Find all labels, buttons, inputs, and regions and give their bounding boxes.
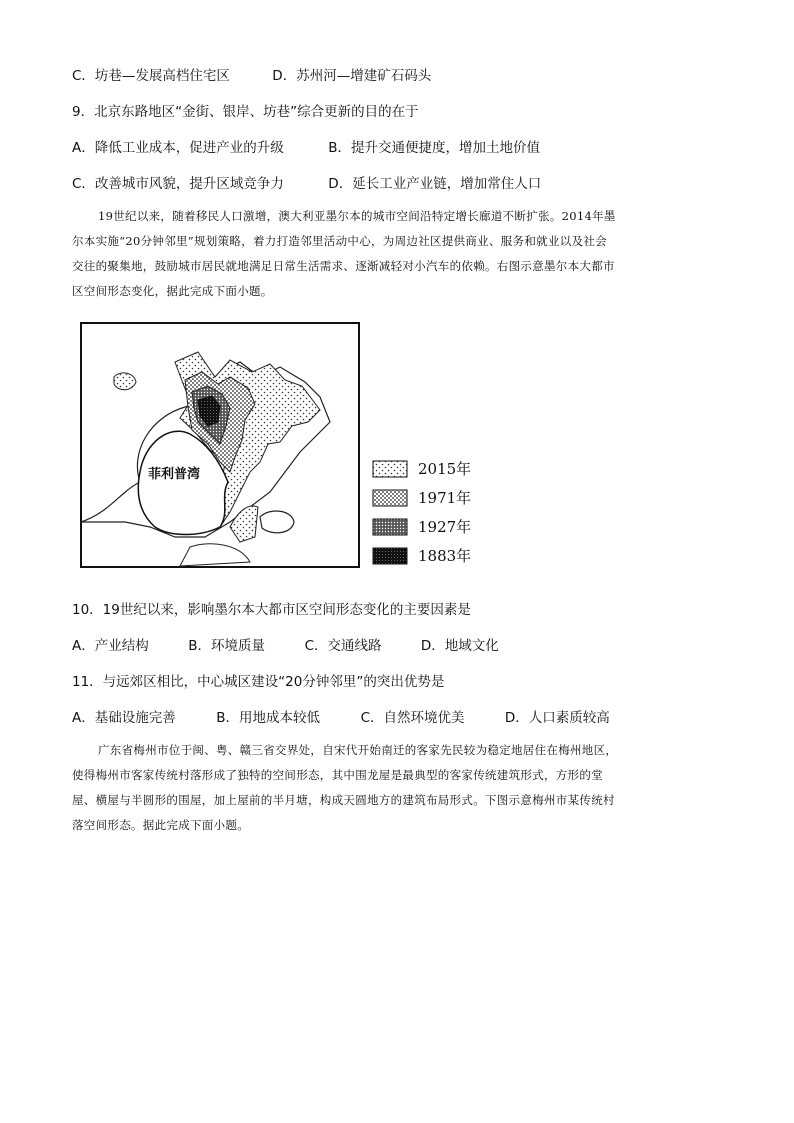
legend-label: 1927年 — [418, 518, 472, 536]
melbourne-map — [80, 322, 360, 568]
passage-line: 19世纪以来，随着移民人口激增，澳大利亚墨尔本的城市空间沿特定增长廊道不断扩张。2014年墨 — [98, 209, 616, 223]
q11-option-d: D．人口素质较高 — [504, 710, 610, 726]
legend-label: 1883年 — [418, 547, 472, 565]
q11-option-c: C．自然环境优美 — [360, 710, 465, 726]
bay-label: 菲利普湾 — [148, 467, 201, 482]
q8-option-c: C．坊巷—发展高档住宅区 — [72, 68, 230, 84]
island — [260, 511, 294, 533]
legend-item-2015 — [372, 458, 512, 482]
legend-item-1971 — [372, 487, 512, 511]
q8-option-d: D．苏州河—增建矿石码头 — [272, 68, 432, 84]
q10-option-c: C．交通线路 — [304, 638, 382, 654]
passage-line: 落空间形态。据此完成下面小题。 — [72, 818, 249, 832]
legend-label: 1971年 — [418, 489, 472, 507]
q11-option-a: A．基础设施完善 — [72, 710, 176, 726]
q10-option-a: A．产业结构 — [72, 638, 149, 654]
q9-options-row-2 — [72, 172, 541, 192]
passage-line: 屋、横屋与半圆形的围屋，加上屋前的半月塘，构成天圆地方的建筑布局形式。下图示意梅州市某传统村 — [72, 793, 615, 807]
passage-line: 使得梅州市客家传统村落形成了独特的空间形态，其中围龙屋是最典型的客家传统建筑形式，方形的堂 — [72, 768, 603, 782]
q11-options-row — [72, 706, 610, 726]
q9-option-d: D．延长工业产业链，增加常住人口 — [328, 176, 542, 192]
legend-item-1927 — [372, 516, 512, 540]
q9-option-c: C．改善城市风貌，提升区域竞争力 — [72, 176, 284, 192]
q10-stem: 10．19世纪以来，影响墨尔本大都市区空间形态变化的主要因素是 — [72, 602, 471, 618]
q9-option-b: B．提升交通便捷度，增加土地价值 — [328, 140, 541, 156]
legend-item-1883 — [372, 545, 512, 569]
q11-option-b: B．用地成本较低 — [216, 710, 321, 726]
legend-label: 2015年 — [418, 460, 472, 478]
passage-line: 交往的聚集地，鼓励城市居民就地满足日常生活需求、逐渐减轻对小汽车的依赖。右图示意墨尔本大都市 — [72, 259, 615, 273]
q10-options-row — [72, 634, 499, 654]
q8-options-row — [72, 64, 431, 84]
q9-stem: 9．北京东路地区“金街、银岸、坊巷”综合更新的目的在于 — [72, 104, 419, 120]
passage-line: 尔本实施“20分钟邻里”规划策略，着力打造邻里活动中心，为周边社区提供商业、服务和就业以及社会 — [72, 234, 607, 248]
melbourne-passage — [72, 204, 722, 304]
q11-stem: 11．与远郊区相比，中心城区建设“20分钟邻里”的突出优势是 — [72, 674, 445, 690]
q9-option-a: A．降低工业成本，促进产业的升级 — [72, 140, 284, 156]
q10-option-b: B．环境质量 — [188, 638, 266, 654]
passage-line: 区空间形态变化，据此完成下面小题。 — [72, 284, 273, 298]
passage-line: 广东省梅州市位于闽、粤、赣三省交界处，自宋代开始南迁的客家先民较为稳定地居住在梅州地区， — [98, 743, 618, 757]
outlying-patch — [114, 373, 136, 390]
q9-options-row-1 — [72, 136, 540, 156]
q10-option-d: D．地域文化 — [420, 638, 499, 654]
meizhou-passage — [72, 738, 722, 838]
